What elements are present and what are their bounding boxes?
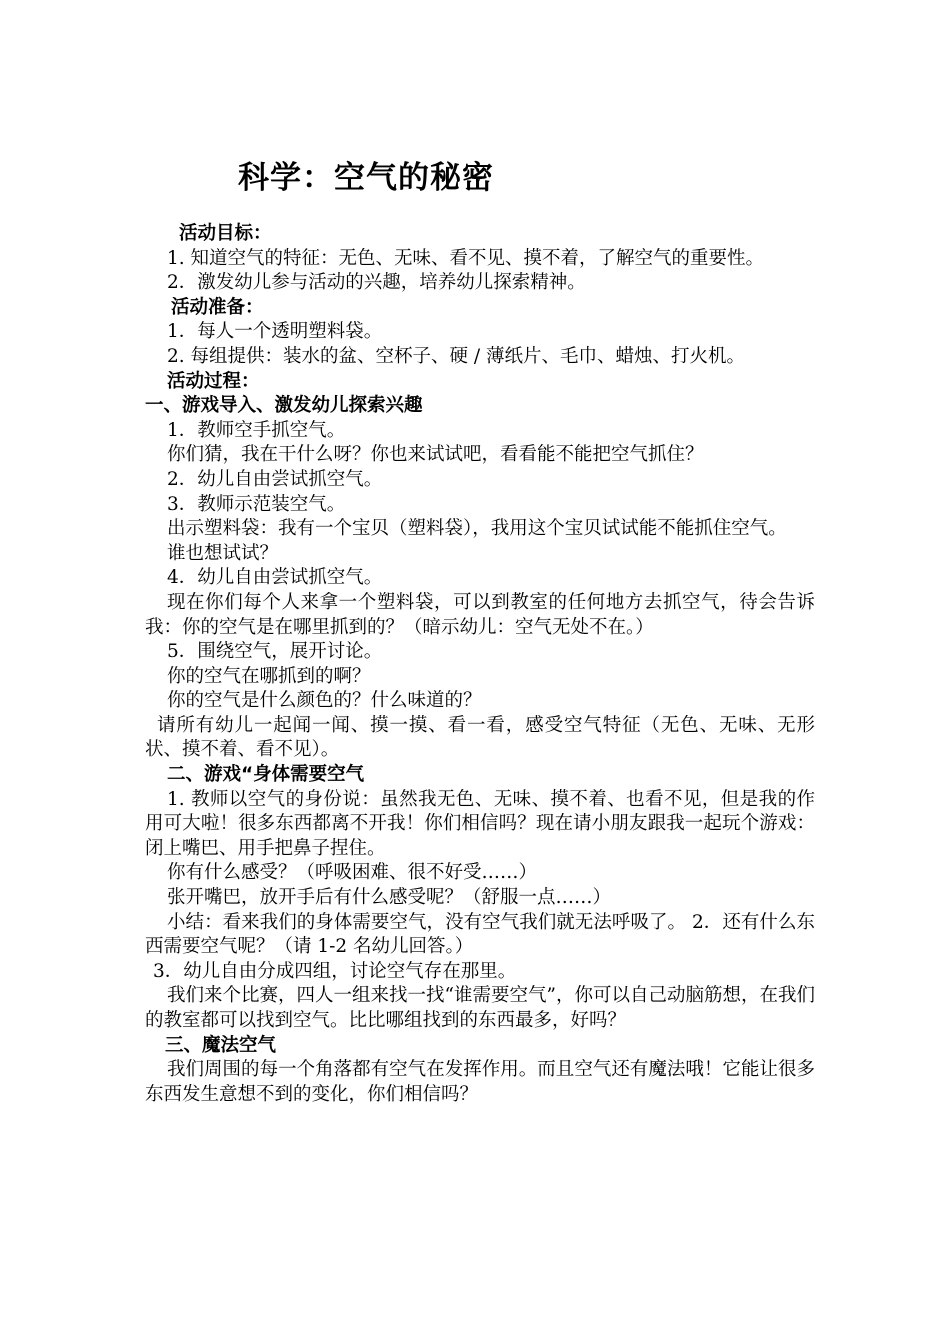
paragraph: 1．教师空手抓空气。 (167, 419, 346, 441)
paragraph: 你有什么感受？（呼吸困难、很不好受……） (167, 862, 538, 884)
heading-activity-process: 活动过程： (167, 370, 260, 392)
paragraph: 你们猜，我在干什么呀？你也来试试吧，看看能不能把空气抓住？ (167, 444, 704, 466)
paragraph: 1．每人一个透明塑料袋。 (167, 321, 383, 343)
document-title: 科学：空气的秘密 (238, 160, 494, 196)
paragraph: 1. 知道空气的特征：无色、无味、看不见、摸不着，了解空气的重要性。 (167, 247, 765, 269)
paragraph: 出示塑料袋：我有一个宝贝（塑料袋），我用这个宝贝试试能不能抓住空气。 (167, 518, 787, 540)
section-heading-one: 一、游戏导入、激发幼儿探索兴趣 (145, 395, 423, 417)
paragraph: 张开嘴巴，放开手后有什么感受呢？（舒服一点……） (167, 887, 612, 909)
paragraph: 3．教师示范装空气。 (167, 493, 346, 515)
paragraph: 请所有幼儿一起闻一闻、摸一摸、看一看，感受空气特征（无色、无味、无形状、摸不着、看不见）。 (145, 714, 815, 761)
section-heading-two: 二、游戏“身体需要空气 (167, 764, 365, 786)
paragraph: 你的空气在哪抓到的啊？ (167, 665, 371, 687)
heading-activity-preparation: 活动准备： (171, 296, 264, 318)
paragraph: 2．激发幼儿参与活动的兴趣，培养幼儿探索精神。 (167, 272, 586, 294)
paragraph: 3．幼儿自由分成四组，讨论空气存在那里。 (153, 960, 517, 982)
paragraph: 我们周围的每一个角落都有空气在发挥作用。而且空气还有魔法哦！它能让很多东西发生意想不到的变化，你们相信吗？ (145, 1059, 815, 1105)
paragraph: 5．围绕空气，展开讨论。 (167, 641, 383, 663)
paragraph: 4．幼儿自由尝试抓空气。 (167, 567, 383, 589)
paragraph: 我们来个比赛，四人一组来找一找“谁需要空气”，你可以自己动脑筋想，在我们的教室都可以找到空气。比比哪组找到的东西最多，好吗？ (145, 985, 815, 1031)
paragraph: 小结：看来我们的身体需要空气，没有空气我们就无法呼吸了。 2．还有什么东西需要空气呢？（请 1-2 名幼儿回答。） (145, 911, 815, 958)
paragraph: 2．幼儿自由尝试抓空气。 (167, 468, 383, 490)
heading-activity-goals: 活动目标： (179, 223, 272, 244)
paragraph: 2. 每组提供：装水的盆、空杯子、硬 / 薄纸片、毛巾、蜡烛、打火机。 (167, 345, 746, 367)
section-heading-three: 三、魔法空气 (165, 1034, 277, 1056)
document-body (145, 222, 815, 1107)
paragraph: 1. 教师以空气的身份说：虽然我无色、无味、摸不着、也看不见，但是我的作用可大啦！很多东西都离不开我！你们相信吗？现在请小朋友跟我一起玩个游戏：闭上嘴巴、用手把鼻子捏住。 (145, 788, 815, 859)
paragraph: 你的空气是什么颜色的？什么味道的？ (167, 690, 482, 712)
paragraph: 谁也想试试？ (167, 542, 279, 564)
paragraph: 现在你们每个人来拿一个塑料袋，可以到教室的任何地方去抓空气，待会告诉我：你的空气是在哪里抓到的？（暗示幼儿：空气无处不在。） (145, 591, 815, 638)
